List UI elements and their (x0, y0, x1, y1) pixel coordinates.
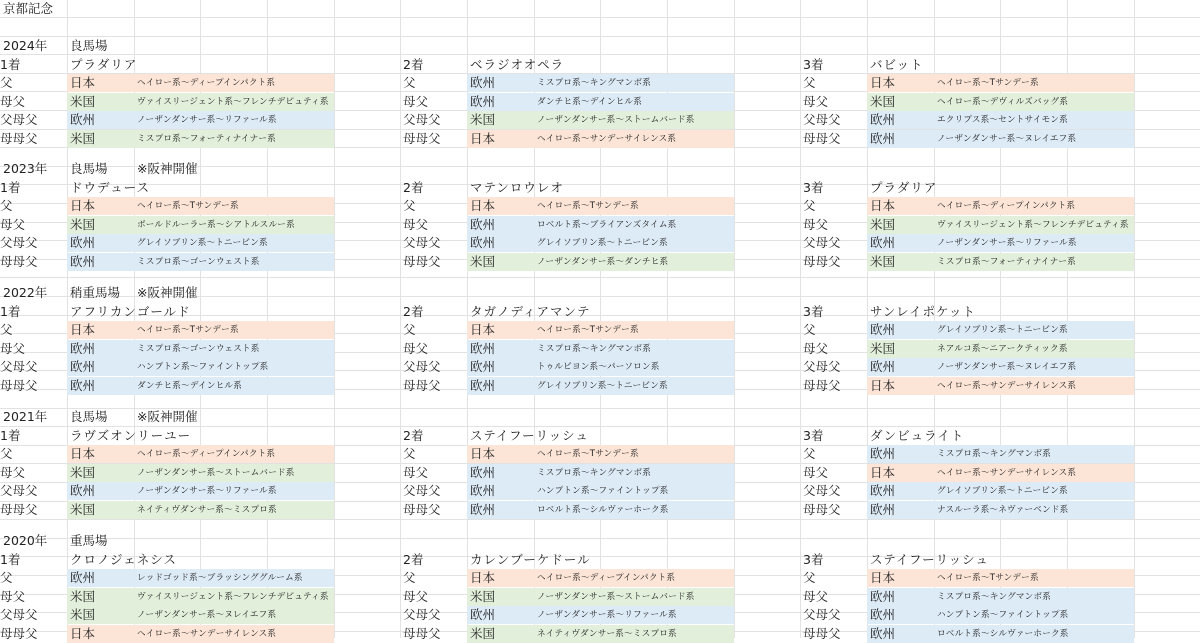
sire-line-cell[interactable]: ノーザンダンサー系〜ヌレイエフ系 (937, 362, 1077, 373)
region-cell[interactable]: 日本 (70, 198, 96, 214)
sire-line-cell[interactable]: ノーザンダンサー系〜ストームバード系 (537, 591, 695, 602)
pedigree-relation[interactable]: 母母父 (0, 502, 38, 517)
sire-line-cell[interactable]: ヴァイスリージェント系〜フレンチデピュティ系 (137, 96, 329, 107)
pedigree-relation[interactable]: 母母父 (0, 254, 38, 269)
pedigree-relation[interactable]: 母父 (403, 464, 429, 480)
region-cell[interactable]: 欧州 (870, 235, 896, 251)
sire-line-cell[interactable]: ネアルコ系〜ニアークティック系 (937, 343, 1068, 354)
sire-line-cell[interactable]: グレイソブリン系〜トニービン系 (937, 325, 1068, 336)
sire-line-cell[interactable]: ミスプロ系〜フォーティナイナー系 (937, 257, 1076, 267)
pedigree-relation[interactable]: 父 (403, 446, 416, 462)
pedigree-relation[interactable]: 母父 (403, 588, 429, 604)
region-cell[interactable]: 米国 (70, 464, 96, 480)
sire-line-cell[interactable]: ノーザンダンサー系〜ヌレイエフ系 (937, 134, 1077, 144)
region-cell[interactable]: 米国 (470, 626, 496, 641)
region-cell[interactable]: 米国 (70, 502, 96, 517)
region-cell[interactable]: 米国 (870, 93, 896, 109)
sire-line-cell[interactable]: ノーザンダンサー系〜ダンチヒ系 (537, 257, 669, 267)
region-cell[interactable]: 米国 (70, 93, 96, 109)
pedigree-relation[interactable]: 母母父 (0, 626, 38, 641)
region-cell[interactable]: 米国 (70, 607, 96, 623)
sire-line-cell[interactable]: ノーザンダンサー系〜ストームバード系 (537, 115, 695, 126)
sire-line-cell[interactable]: ダンチヒ系〜デインヒル系 (537, 96, 643, 107)
pedigree-relation[interactable]: 母父 (803, 464, 829, 480)
horse-name[interactable]: タガノディアマンテ (470, 303, 591, 319)
sire-line-cell[interactable]: ダンチヒ系〜デインヒル系 (137, 381, 243, 391)
pedigree-relation[interactable]: 母母父 (803, 254, 841, 269)
track-condition[interactable]: 良馬場 (70, 161, 108, 176)
region-cell[interactable]: 欧州 (70, 235, 96, 251)
sire-line-cell[interactable]: ヘイロー系〜ディープインパクト系 (937, 201, 1076, 212)
sire-line-cell[interactable]: ハンプトン系〜ファイントップ系 (937, 610, 1069, 621)
sire-line-cell[interactable]: ヘイロー系〜Tサンデー系 (137, 325, 239, 336)
finish-place[interactable]: 1着 (0, 303, 21, 319)
finish-place[interactable]: 2着 (403, 303, 424, 319)
pedigree-relation[interactable]: 母母父 (0, 131, 38, 146)
sire-line-cell[interactable]: ヘイロー系〜デヴィルズバッグ系 (937, 96, 1069, 107)
sire-line-cell[interactable]: グレイソブリン系〜トニービン系 (537, 238, 668, 249)
region-cell[interactable]: 日本 (470, 198, 496, 214)
sire-line-cell[interactable]: グレイソブリン系〜トニービン系 (937, 486, 1068, 497)
region-cell[interactable]: 欧州 (70, 570, 96, 586)
pedigree-relation[interactable]: 父 (803, 198, 816, 214)
region-cell[interactable]: 米国 (70, 588, 96, 604)
year-label[interactable]: 2022年 (3, 285, 48, 300)
finish-place[interactable]: 1着 (0, 56, 21, 72)
pedigree-relation[interactable]: 母父 (0, 216, 26, 232)
sire-line-cell[interactable]: ハンプトン系〜ファイントップ系 (537, 486, 669, 497)
horse-name[interactable]: プラダリア (870, 179, 938, 195)
sire-line-cell[interactable]: ヴァイスリージェント系〜フレンチデピュティ系 (937, 219, 1129, 230)
region-cell[interactable]: 欧州 (870, 588, 896, 604)
region-cell[interactable]: 欧州 (70, 254, 96, 269)
sire-line-cell[interactable]: ミスプロ系〜ゴーンウェスト系 (137, 343, 260, 354)
region-cell[interactable]: 米国 (470, 588, 496, 604)
pedigree-relation[interactable]: 母父 (0, 588, 26, 604)
finish-place[interactable]: 3着 (803, 179, 824, 195)
finish-place[interactable]: 2着 (403, 179, 424, 195)
pedigree-relation[interactable]: 父母父 (803, 483, 841, 499)
sire-line-cell[interactable]: ヘイロー系〜ディープインパクト系 (137, 78, 276, 89)
region-cell[interactable]: 日本 (870, 75, 896, 91)
sire-line-cell[interactable]: ノーザンダンサー系〜ストームバード系 (137, 467, 295, 478)
pedigree-relation[interactable]: 母母父 (803, 626, 841, 641)
sire-line-cell[interactable]: ミスプロ系〜キングマンボ系 (537, 343, 652, 354)
region-cell[interactable]: 日本 (870, 198, 896, 214)
region-cell[interactable]: 日本 (470, 131, 496, 146)
sire-line-cell[interactable]: エクリプス系〜セントサイモン系 (937, 115, 1068, 126)
region-cell[interactable]: 欧州 (470, 93, 496, 109)
pedigree-relation[interactable]: 父母父 (403, 112, 441, 128)
horse-name[interactable]: ドウデュース (70, 179, 151, 195)
venue-note[interactable]: ※阪神開催 (137, 285, 198, 300)
pedigree-relation[interactable]: 父母父 (803, 112, 841, 128)
region-cell[interactable]: 米国 (470, 112, 496, 128)
horse-name[interactable]: プラダリア (70, 56, 138, 72)
sire-line-cell[interactable]: ハンプトン系〜ファイントップ系 (137, 362, 269, 373)
sire-line-cell[interactable]: ボールドルーラー系〜シアトルスルー系 (137, 219, 295, 230)
finish-place[interactable]: 2着 (403, 427, 424, 443)
region-cell[interactable]: 日本 (70, 626, 96, 641)
horse-name[interactable]: ラヴズオンリーユー (70, 427, 192, 443)
region-cell[interactable]: 欧州 (870, 131, 896, 146)
sire-line-cell[interactable]: レッドゴッド系〜ブラッシンググルーム系 (137, 573, 303, 584)
region-cell[interactable]: 日本 (870, 464, 896, 480)
region-cell[interactable]: 欧州 (470, 216, 496, 232)
region-cell[interactable]: 欧州 (470, 607, 496, 623)
region-cell[interactable]: 米国 (70, 216, 96, 232)
sire-line-cell[interactable]: ノーザンダンサー系〜ヌレイエフ系 (137, 610, 277, 621)
pedigree-relation[interactable]: 母父 (0, 93, 26, 109)
pedigree-relation[interactable]: 母母父 (403, 378, 441, 393)
pedigree-relation[interactable]: 母母父 (403, 626, 441, 641)
sire-line-cell[interactable]: ロベルト系〜シルヴァーホーク系 (937, 629, 1069, 639)
region-cell[interactable]: 米国 (870, 254, 896, 269)
region-cell[interactable]: 米国 (870, 216, 896, 232)
pedigree-relation[interactable]: 父 (0, 198, 13, 214)
sire-line-cell[interactable]: ヘイロー系〜ディープインパクト系 (537, 573, 676, 584)
region-cell[interactable]: 欧州 (470, 235, 496, 251)
sire-line-cell[interactable]: ノーザンダンサー系〜リファール系 (537, 610, 677, 621)
region-cell[interactable]: 欧州 (870, 359, 896, 375)
pedigree-relation[interactable]: 父母父 (0, 235, 38, 251)
region-cell[interactable]: 欧州 (870, 112, 896, 128)
pedigree-relation[interactable]: 母母父 (403, 131, 441, 146)
sire-line-cell[interactable]: ロベルト系〜シルヴァーホーク系 (537, 505, 669, 515)
pedigree-relation[interactable]: 父 (803, 570, 816, 586)
pedigree-relation[interactable]: 父 (0, 446, 13, 462)
region-cell[interactable]: 欧州 (470, 75, 496, 91)
sire-line-cell[interactable]: ヴァイスリージェント系〜フレンチデピュティ系 (137, 591, 329, 602)
sire-line-cell[interactable]: ネイティヴダンサー系〜ミスプロ系 (137, 505, 277, 515)
year-label[interactable]: 2020年 (3, 533, 48, 548)
region-cell[interactable]: 日本 (870, 378, 896, 393)
horse-name[interactable]: ベラジオオペラ (470, 56, 565, 72)
region-cell[interactable]: 欧州 (870, 483, 896, 499)
region-cell[interactable]: 欧州 (870, 607, 896, 623)
pedigree-relation[interactable]: 母母父 (803, 131, 841, 146)
pedigree-relation[interactable]: 父 (803, 75, 816, 91)
pedigree-relation[interactable]: 母父 (803, 216, 829, 232)
sire-line-cell[interactable]: グレイソブリン系〜トニービン系 (137, 238, 268, 249)
year-label[interactable]: 2023年 (3, 161, 48, 176)
sire-line-cell[interactable]: ミスプロ系〜キングマンボ系 (937, 591, 1052, 602)
venue-note[interactable]: ※阪神開催 (137, 409, 198, 424)
region-cell[interactable]: 欧州 (470, 483, 496, 499)
region-cell[interactable]: 欧州 (70, 483, 96, 499)
sire-line-cell[interactable]: ミスプロ系〜フォーティナイナー系 (137, 134, 276, 144)
pedigree-relation[interactable]: 母父 (0, 464, 26, 480)
year-label[interactable]: 2024年 (3, 38, 48, 53)
finish-place[interactable]: 3着 (803, 303, 824, 319)
sheet-title[interactable]: 京都記念 (3, 1, 54, 16)
sire-line-cell[interactable]: ミスプロ系〜ゴーンウェスト系 (137, 257, 260, 267)
region-cell[interactable]: 欧州 (870, 446, 896, 462)
pedigree-relation[interactable]: 母母父 (403, 254, 441, 269)
finish-place[interactable]: 3着 (803, 56, 824, 72)
track-condition[interactable]: 重馬場 (70, 533, 108, 548)
pedigree-relation[interactable]: 父 (0, 75, 13, 91)
sire-line-cell[interactable]: ナスルーラ系〜ネヴァーベンド系 (937, 505, 1069, 515)
track-condition[interactable]: 良馬場 (70, 38, 108, 53)
sire-line-cell[interactable]: ヘイロー系〜Tサンデー系 (137, 201, 239, 212)
pedigree-relation[interactable]: 母父 (803, 588, 829, 604)
pedigree-relation[interactable]: 母父 (803, 340, 829, 356)
finish-place[interactable]: 3着 (803, 551, 824, 567)
horse-name[interactable]: ステイフーリッシュ (870, 551, 989, 567)
pedigree-relation[interactable]: 母母父 (0, 378, 38, 393)
sire-line-cell[interactable]: ヘイロー系〜サンデーサイレンス系 (137, 629, 277, 639)
pedigree-relation[interactable]: 父母父 (403, 607, 441, 623)
region-cell[interactable]: 欧州 (70, 378, 96, 393)
pedigree-relation[interactable]: 父 (803, 446, 816, 462)
region-cell[interactable]: 欧州 (870, 322, 896, 338)
sire-line-cell[interactable]: ノーザンダンサー系〜リファール系 (137, 486, 277, 497)
sire-line-cell[interactable]: ロベルト系〜ブライアンズタイム系 (537, 219, 677, 230)
pedigree-relation[interactable]: 父 (0, 570, 13, 586)
sire-line-cell[interactable]: ヘイロー系〜Tサンデー系 (537, 201, 639, 212)
region-cell[interactable]: 欧州 (70, 112, 96, 128)
pedigree-relation[interactable]: 母母父 (803, 378, 841, 393)
pedigree-relation[interactable]: 父 (403, 75, 416, 91)
sire-line-cell[interactable]: ヘイロー系〜Tサンデー系 (537, 325, 639, 336)
pedigree-relation[interactable]: 父母父 (403, 483, 441, 499)
sire-line-cell[interactable]: トゥルビヨン系〜パーソロン系 (537, 362, 660, 373)
region-cell[interactable]: 欧州 (470, 340, 496, 356)
finish-place[interactable]: 2着 (403, 551, 424, 567)
pedigree-relation[interactable]: 母母父 (803, 502, 841, 517)
sire-line-cell[interactable]: ミスプロ系〜キングマンボ系 (537, 467, 652, 478)
pedigree-relation[interactable]: 父母父 (0, 112, 38, 128)
horse-name[interactable]: カレンブーケドール (470, 551, 591, 567)
sire-line-cell[interactable]: ノーザンダンサー系〜リファール系 (937, 238, 1077, 249)
pedigree-relation[interactable]: 父 (403, 570, 416, 586)
pedigree-relation[interactable]: 父 (803, 322, 816, 338)
horse-name[interactable]: クロノジェネシス (70, 551, 177, 567)
sire-line-cell[interactable]: ミスプロ系〜キングマンボ系 (937, 449, 1052, 460)
finish-place[interactable]: 1着 (0, 427, 21, 443)
horse-name[interactable]: バビット (870, 56, 924, 72)
finish-place[interactable]: 1着 (0, 179, 21, 195)
region-cell[interactable]: 米国 (870, 340, 896, 356)
pedigree-relation[interactable]: 父 (403, 198, 416, 214)
region-cell[interactable]: 欧州 (70, 359, 96, 375)
sire-line-cell[interactable]: ノーザンダンサー系〜リファール系 (137, 115, 277, 126)
pedigree-relation[interactable]: 父母父 (0, 607, 38, 623)
horse-name[interactable]: ダンビュライト (870, 427, 965, 443)
pedigree-relation[interactable]: 父母父 (0, 483, 38, 499)
region-cell[interactable]: 日本 (470, 446, 496, 462)
region-cell[interactable]: 日本 (870, 570, 896, 586)
pedigree-relation[interactable]: 父母父 (403, 235, 441, 251)
sire-line-cell[interactable]: ネイティヴダンサー系〜ミスプロ系 (537, 629, 677, 639)
pedigree-relation[interactable]: 母父 (0, 340, 26, 356)
sire-line-cell[interactable]: グレイソブリン系〜トニービン系 (537, 381, 668, 391)
pedigree-relation[interactable]: 父母父 (403, 359, 441, 375)
region-cell[interactable]: 欧州 (870, 626, 896, 641)
pedigree-relation[interactable]: 父母父 (803, 235, 841, 251)
region-cell[interactable]: 日本 (470, 322, 496, 338)
pedigree-relation[interactable]: 父 (403, 322, 416, 338)
horse-name[interactable]: アフリカンゴールド (70, 303, 191, 319)
sire-line-cell[interactable]: ヘイロー系〜Tサンデー系 (537, 449, 639, 460)
region-cell[interactable]: 日本 (470, 570, 496, 586)
region-cell[interactable]: 欧州 (470, 378, 496, 393)
sire-line-cell[interactable]: ヘイロー系〜Tサンデー系 (937, 78, 1039, 89)
region-cell[interactable]: 欧州 (470, 359, 496, 375)
region-cell[interactable]: 欧州 (70, 340, 96, 356)
pedigree-relation[interactable]: 母父 (803, 93, 829, 109)
region-cell[interactable]: 米国 (70, 131, 96, 146)
year-label[interactable]: 2021年 (3, 409, 48, 424)
sire-line-cell[interactable]: ヘイロー系〜サンデーサイレンス系 (937, 381, 1077, 391)
region-cell[interactable]: 日本 (70, 322, 96, 338)
venue-note[interactable]: ※阪神開催 (137, 161, 198, 176)
horse-name[interactable]: ステイフーリッシュ (470, 427, 589, 443)
region-cell[interactable]: 欧州 (470, 502, 496, 517)
pedigree-relation[interactable]: 父 (0, 322, 13, 338)
pedigree-relation[interactable]: 父母父 (803, 607, 841, 623)
pedigree-relation[interactable]: 母母父 (403, 502, 441, 517)
region-cell[interactable]: 日本 (70, 75, 96, 91)
region-cell[interactable]: 欧州 (470, 464, 496, 480)
track-condition[interactable]: 良馬場 (70, 409, 108, 424)
finish-place[interactable]: 3着 (803, 427, 824, 443)
finish-place[interactable]: 1着 (0, 551, 21, 567)
horse-name[interactable]: マテンロウレオ (470, 179, 564, 195)
sire-line-cell[interactable]: ヘイロー系〜Tサンデー系 (937, 573, 1039, 584)
horse-name[interactable]: サンレイポケット (870, 303, 976, 319)
sire-line-cell[interactable]: ヘイロー系〜ディープインパクト系 (137, 449, 276, 460)
pedigree-relation[interactable]: 父母父 (0, 359, 38, 375)
region-cell[interactable]: 欧州 (870, 502, 896, 517)
finish-place[interactable]: 2着 (403, 56, 424, 72)
sire-line-cell[interactable]: ヘイロー系〜サンデーサイレンス系 (537, 134, 677, 144)
region-cell[interactable]: 日本 (70, 446, 96, 462)
sire-line-cell[interactable]: ミスプロ系〜キングマンボ系 (537, 78, 652, 89)
pedigree-relation[interactable]: 母父 (403, 93, 429, 109)
sire-line-cell[interactable]: ヘイロー系〜サンデーサイレンス系 (937, 467, 1077, 478)
track-condition[interactable]: 稍重馬場 (70, 285, 121, 300)
pedigree-relation[interactable]: 父母父 (803, 359, 841, 375)
region-cell[interactable]: 米国 (470, 254, 496, 269)
pedigree-relation[interactable]: 母父 (403, 340, 429, 356)
pedigree-relation[interactable]: 母父 (403, 216, 429, 232)
